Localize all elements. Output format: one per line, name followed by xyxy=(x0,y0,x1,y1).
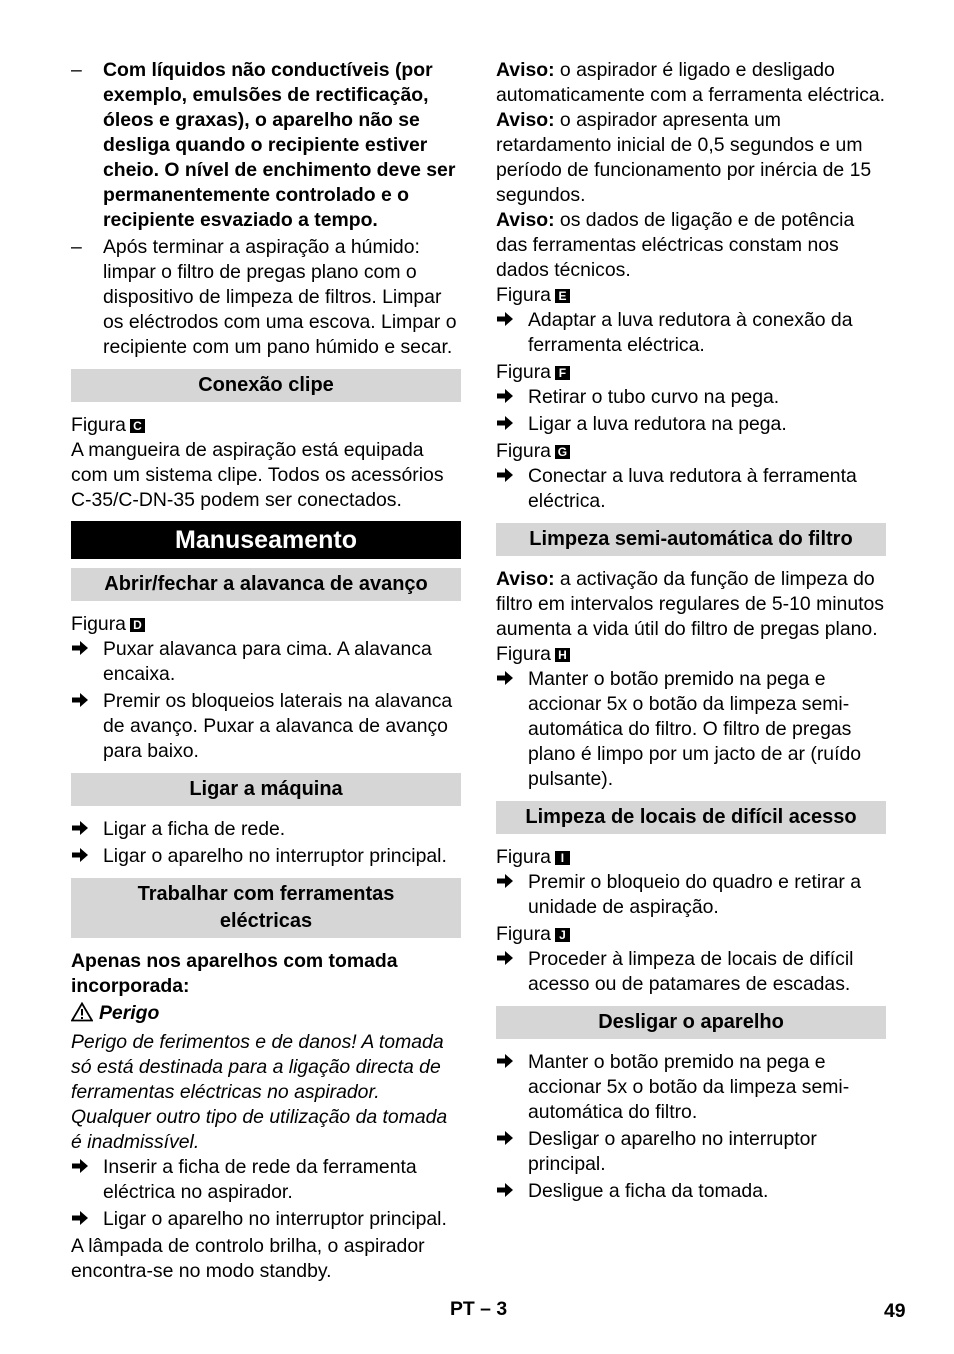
danger-label: Perigo xyxy=(99,1002,160,1024)
step-text: Manter o botão premido na pega e accionar 5x o botão da limpeza semi-automática do filtro. O filtro de pregas plano é limpo por um jacto de ar (ruído pulsante). xyxy=(528,668,862,790)
dash-item xyxy=(71,235,461,360)
arrow-right-icon xyxy=(496,464,528,489)
section-heading-clip: Conexão clipe xyxy=(71,369,461,402)
arrow-right-icon xyxy=(496,308,528,333)
step-item xyxy=(496,308,886,358)
figure-label: Figura xyxy=(496,284,551,306)
dash-mark: – xyxy=(71,236,82,258)
step-text: Conectar a luva redutora à ferramenta eléctrica. xyxy=(528,465,857,512)
figure-letter-box: D xyxy=(130,618,145,632)
section-heading-switch-off: Desligar o aparelho xyxy=(496,1006,886,1039)
figure-letter-box: I xyxy=(555,851,570,865)
dash-item-text: Com líquidos não conductíveis (por exemplo, emulsões de rectificação, óleos e graxas), o aparelho não se desliga quando o recipiente estiver cheio. O nível de enchimento deve ser permanentemente controlado e o recipiente esvaziado a tempo. xyxy=(103,59,456,231)
step-text: Premir o bloqueio do quadro e retirar a unidade de aspiração. xyxy=(528,871,862,918)
notice xyxy=(496,567,886,642)
step-item xyxy=(71,844,461,869)
step-text: Retirar o tubo curvo na pega. xyxy=(528,386,780,408)
page-number: 49 xyxy=(884,1300,906,1322)
notice-label: Aviso: xyxy=(496,209,555,231)
step-item xyxy=(496,1127,886,1177)
arrow-right-icon xyxy=(496,870,528,895)
arrow-right-icon xyxy=(496,947,528,972)
standby-text: A lâmpada de controlo brilha, o aspirador encontra-se no modo standby. xyxy=(71,1235,425,1282)
arrow-right-icon xyxy=(496,1050,528,1075)
notice-label: Aviso: xyxy=(496,568,555,590)
dash-mark: – xyxy=(71,59,82,81)
figure-label: Figura xyxy=(496,440,551,462)
main-heading: Manuseamento xyxy=(71,521,461,559)
dash-item-text: Após terminar a aspiração a húmido: limpar o filtro de pregas plano com o dispositivo de limpeza de filtros. Limpar os eléctrodos com uma escova. Limpar o recipiente com um pano húmido e secar. xyxy=(103,236,457,358)
step-text: Premir os bloqueios laterais na alavanca de avanço. Puxar a alavanca de avanço para baixo. xyxy=(103,690,453,762)
arrow-right-icon xyxy=(496,667,528,692)
notice xyxy=(496,108,886,208)
step-item xyxy=(496,947,886,997)
figure-reference xyxy=(496,439,886,464)
step-item xyxy=(496,1179,886,1204)
figure-label: Figura xyxy=(496,846,551,868)
notice xyxy=(496,58,886,108)
section-heading-lever: Abrir/fechar a alavanca de avanço xyxy=(71,568,461,601)
arrow-right-icon xyxy=(71,1207,103,1232)
arrow-right-icon xyxy=(71,844,103,869)
figure-reference xyxy=(496,642,886,667)
step-text: Desligue a ficha da tomada. xyxy=(528,1180,769,1202)
step-text: Ligar o aparelho no interruptor principal. xyxy=(103,1208,447,1230)
step-item xyxy=(71,637,461,687)
step-text: Ligar a luva redutora na pega. xyxy=(528,413,787,435)
notice-text: a activação da função de limpeza do filtro em intervalos regulares de 5-10 minutos aumenta a vida útil do filtro de pregas plano. xyxy=(496,568,884,640)
figure-letter-box: F xyxy=(555,366,570,380)
arrow-right-icon xyxy=(496,412,528,437)
footer-section-label: PT – 3 xyxy=(450,1298,508,1320)
danger-heading xyxy=(71,1001,461,1026)
step-text: Ligar a ficha de rede. xyxy=(103,818,286,840)
figure-reference xyxy=(71,612,461,637)
figure-letter-box: H xyxy=(555,648,570,662)
section-heading-hard-access: Limpeza de locais de difícil acesso xyxy=(496,801,886,834)
notice-text: o aspirador é ligado e desligado automaticamente com a ferramenta eléctrica. xyxy=(496,59,886,106)
figure-reference xyxy=(71,413,461,438)
figure-letter-box: J xyxy=(555,928,570,942)
right-column xyxy=(496,58,886,1206)
arrow-right-icon xyxy=(496,1127,528,1152)
step-text: Inserir a ficha de rede da ferramenta eléctrica no aspirador. xyxy=(103,1156,417,1203)
figure-letter-box: G xyxy=(555,445,570,459)
step-item xyxy=(71,1155,461,1205)
step-text: Proceder à limpeza de locais de difícil acesso ou de patamares de escadas. xyxy=(528,948,854,995)
arrow-right-icon xyxy=(71,689,103,714)
notice-label: Aviso: xyxy=(496,109,555,131)
figure-label: Figura xyxy=(496,923,551,945)
notice-label: Aviso: xyxy=(496,59,555,81)
step-item xyxy=(71,817,461,842)
figure-reference xyxy=(496,283,886,308)
section-heading-semi-auto: Limpeza semi-automática do filtro xyxy=(496,523,886,556)
step-item xyxy=(496,870,886,920)
step-text: Manter o botão premido na pega e accionar 5x o botão da limpeza semi-automática do filtro. xyxy=(528,1051,850,1123)
arrow-right-icon xyxy=(71,1155,103,1180)
dash-item xyxy=(71,58,461,233)
notice-text: o aspirador apresenta um retardamento inicial de 0,5 segundos e um período de funcionamento por inércia de 15 segundos. xyxy=(496,109,872,206)
section-heading-on: Ligar a máquina xyxy=(71,773,461,806)
arrow-right-icon xyxy=(71,817,103,842)
step-text: Puxar alavanca para cima. A alavanca encaixa. xyxy=(103,638,432,685)
section-heading-tools: Trabalhar com ferramentas eléctricas xyxy=(71,878,461,938)
warning-triangle-icon xyxy=(71,1002,93,1022)
step-item xyxy=(496,385,886,410)
figure-reference xyxy=(496,845,886,870)
figure-letter-box: C xyxy=(130,419,145,433)
figure-label: Figura xyxy=(71,613,126,635)
figure-label: Figura xyxy=(496,643,551,665)
figure-label: Figura xyxy=(496,361,551,383)
step-text: Desligar o aparelho no interruptor principal. xyxy=(528,1128,817,1175)
step-item xyxy=(496,1050,886,1125)
figure-reference xyxy=(496,922,886,947)
notice-text: os dados de ligação e de potência das ferramentas eléctricas constam nos dados técnicos. xyxy=(496,209,855,281)
step-item xyxy=(496,667,886,792)
step-item xyxy=(71,689,461,764)
notice xyxy=(496,208,886,283)
step-text: Adaptar a luva redutora à conexão da ferramenta eléctrica. xyxy=(528,309,853,356)
step-item xyxy=(496,412,886,437)
danger-text: Perigo de ferimentos e de danos! A tomada só está destinada para a ligação directa de ferramentas eléctricas no aspirador. Qualquer outro tipo de utilização da tomada é inadmissível. xyxy=(71,1031,448,1153)
figure-letter-box: E xyxy=(555,289,570,303)
clip-description: A mangueira de aspiração está equipada com um sistema clipe. Todos os acessórios C-35/C-DN-35 podem ser conectados. xyxy=(71,439,444,511)
step-item xyxy=(71,1207,461,1232)
step-text: Ligar o aparelho no interruptor principal. xyxy=(103,845,447,867)
arrow-right-icon xyxy=(496,385,528,410)
arrow-right-icon xyxy=(71,637,103,662)
tools-note: Apenas nos aparelhos com tomada incorporada: xyxy=(71,950,398,997)
step-item xyxy=(496,464,886,514)
figure-label: Figura xyxy=(71,414,126,436)
left-column xyxy=(71,58,461,1284)
figure-reference xyxy=(496,360,886,385)
arrow-right-icon xyxy=(496,1179,528,1204)
